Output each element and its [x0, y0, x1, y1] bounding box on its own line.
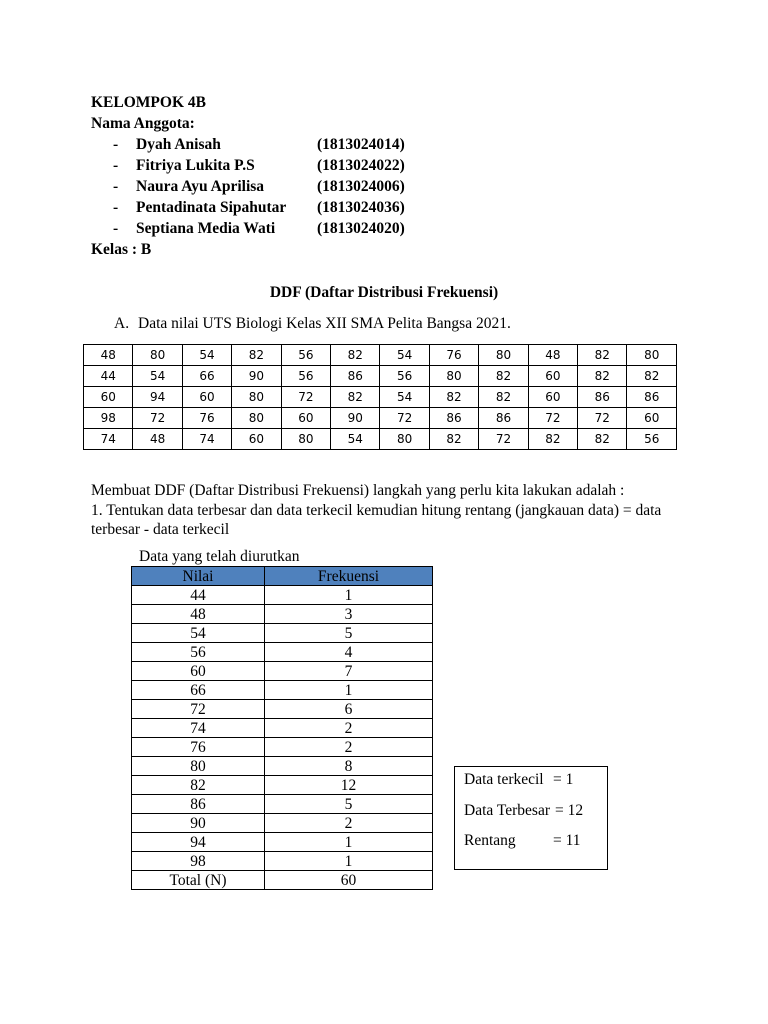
- frekuensi-cell: 1: [265, 852, 433, 871]
- member-name: Dyah Anisah: [136, 136, 221, 153]
- frekuensi-cell: 2: [265, 814, 433, 833]
- raw-data-cell: 82: [331, 387, 380, 408]
- header-frekuensi: Frekuensi: [265, 567, 433, 586]
- raw-data-cell: 60: [281, 408, 330, 429]
- member-row: [91, 197, 405, 218]
- summary-max: [464, 802, 584, 820]
- summary-min: [464, 771, 574, 789]
- intro-text: [91, 481, 671, 540]
- raw-data-cell: 74: [182, 429, 231, 450]
- raw-data-cell: 66: [182, 366, 231, 387]
- summary-box: [454, 766, 608, 870]
- group-info: [91, 92, 405, 260]
- frequency-row: [132, 700, 433, 719]
- member-name: Septiana Media Wati: [136, 220, 276, 237]
- summary-range-label: Rentang: [464, 832, 516, 849]
- raw-data-cell: 54: [331, 429, 380, 450]
- frequency-row: [132, 586, 433, 605]
- nilai-cell: 98: [132, 852, 265, 871]
- nilai-cell: 66: [132, 681, 265, 700]
- frequency-row: [132, 643, 433, 662]
- frekuensi-cell: 1: [265, 681, 433, 700]
- raw-data-cell: 56: [281, 345, 330, 366]
- frekuensi-cell: 12: [265, 776, 433, 795]
- raw-data-cell: 54: [133, 366, 182, 387]
- frequency-row: [132, 776, 433, 795]
- raw-data-cell: 54: [182, 345, 231, 366]
- raw-data-cell: 80: [380, 429, 429, 450]
- raw-data-cell: 80: [479, 345, 528, 366]
- raw-data-cell: 60: [84, 387, 133, 408]
- frequency-header-row: [132, 567, 433, 586]
- frequency-row: [132, 757, 433, 776]
- raw-data-cell: 74: [84, 429, 133, 450]
- members-label: Nama Anggota:: [91, 115, 195, 132]
- frekuensi-cell: 1: [265, 833, 433, 852]
- document-title: DDF (Daftar Distribusi Frekuensi): [269, 284, 499, 301]
- raw-data-cell: 80: [429, 366, 478, 387]
- raw-data-row: [84, 408, 677, 429]
- raw-data-row: [84, 366, 677, 387]
- raw-data-cell: 82: [479, 387, 528, 408]
- member-name: Pentadinata Sipahutar: [136, 199, 287, 216]
- raw-data-cell: 56: [281, 366, 330, 387]
- raw-data-cell: 86: [429, 408, 478, 429]
- class-label: Kelas : B: [91, 241, 152, 258]
- raw-data-cell: 44: [84, 366, 133, 387]
- nilai-cell: 48: [132, 605, 265, 624]
- summary-max-label: Data Terbesar: [464, 802, 550, 819]
- summary-range-value: = 11: [553, 832, 581, 849]
- raw-data-cell: 86: [331, 366, 380, 387]
- member-bullet: -: [113, 178, 119, 195]
- raw-data-cell: 82: [578, 429, 627, 450]
- raw-data-cell: 86: [627, 387, 677, 408]
- member-name: Fitriya Lukita P.S: [136, 157, 255, 174]
- raw-data-cell: 60: [528, 387, 577, 408]
- frekuensi-cell: 4: [265, 643, 433, 662]
- raw-data-cell: 60: [627, 408, 677, 429]
- raw-data-cell: 86: [479, 408, 528, 429]
- member-row: [91, 134, 405, 155]
- nilai-cell: 54: [132, 624, 265, 643]
- intro-line-1: Membuat DDF (Daftar Distribusi Frekuensi) langkah yang perlu kita lakukan adalah :: [91, 482, 625, 499]
- raw-data-table: [83, 344, 677, 450]
- raw-data-cell: 56: [627, 429, 677, 450]
- raw-data-cell: 72: [578, 408, 627, 429]
- nilai-cell: 90: [132, 814, 265, 833]
- member-id: (1813024014): [317, 136, 405, 153]
- raw-data-cell: 56: [380, 366, 429, 387]
- nilai-cell: 80: [132, 757, 265, 776]
- raw-data-cell: 90: [331, 408, 380, 429]
- raw-data-cell: 80: [232, 387, 281, 408]
- raw-data-cell: 82: [627, 366, 677, 387]
- raw-data-cell: 72: [479, 429, 528, 450]
- raw-data-cell: 82: [429, 387, 478, 408]
- frequency-row: [132, 624, 433, 643]
- raw-data-cell: 86: [578, 387, 627, 408]
- frequency-row: [132, 605, 433, 624]
- raw-data-cell: 98: [84, 408, 133, 429]
- raw-data-cell: 54: [380, 345, 429, 366]
- frekuensi-cell: 2: [265, 719, 433, 738]
- raw-data-cell: 94: [133, 387, 182, 408]
- frekuensi-cell: 2: [265, 738, 433, 757]
- raw-data-cell: 72: [133, 408, 182, 429]
- frequency-table: [131, 566, 433, 890]
- member-bullet: -: [113, 157, 119, 174]
- raw-data-cell: 60: [182, 387, 231, 408]
- section-a-letter: A.: [114, 315, 130, 332]
- raw-data-cell: 80: [627, 345, 677, 366]
- frequency-row: [132, 719, 433, 738]
- summary-min-label: Data terkecil: [464, 771, 544, 788]
- frekuensi-cell: 1: [265, 586, 433, 605]
- header-nilai: Nilai: [132, 567, 265, 586]
- raw-data-cell: 82: [479, 366, 528, 387]
- frequency-row: [132, 795, 433, 814]
- raw-data-cell: 72: [281, 387, 330, 408]
- member-id: (1813024022): [317, 157, 405, 174]
- nilai-cell: 60: [132, 662, 265, 681]
- raw-data-cell: 82: [232, 345, 281, 366]
- sorted-data-caption: Data yang telah diurutkan: [139, 548, 300, 565]
- raw-data-cell: 48: [133, 429, 182, 450]
- total-label: Total (N): [132, 871, 265, 890]
- frekuensi-cell: 7: [265, 662, 433, 681]
- nilai-cell: 86: [132, 795, 265, 814]
- raw-data-cell: 48: [84, 345, 133, 366]
- raw-data-cell: 60: [232, 429, 281, 450]
- raw-data-cell: 82: [578, 345, 627, 366]
- raw-data-cell: 82: [429, 429, 478, 450]
- member-id: (1813024006): [317, 178, 405, 195]
- member-row: [91, 155, 405, 176]
- raw-data-row: [84, 429, 677, 450]
- raw-data-cell: 80: [232, 408, 281, 429]
- nilai-cell: 76: [132, 738, 265, 757]
- frekuensi-cell: 5: [265, 624, 433, 643]
- raw-data-row: [84, 387, 677, 408]
- frekuensi-cell: 5: [265, 795, 433, 814]
- intro-line-2: 1. Tentukan data terbesar dan data terkecil kemudian hitung rentang (jangkauan data) = data terbesar - data terkecil: [91, 501, 662, 538]
- raw-data-cell: 72: [528, 408, 577, 429]
- raw-data-cell: 72: [380, 408, 429, 429]
- frequency-row: [132, 662, 433, 681]
- summary-max-value: = 12: [555, 802, 584, 819]
- raw-data-cell: 48: [528, 345, 577, 366]
- raw-data-cell: 60: [528, 366, 577, 387]
- raw-data-cell: 80: [133, 345, 182, 366]
- member-name: Naura Ayu Aprilisa: [136, 178, 265, 195]
- raw-data-cell: 82: [528, 429, 577, 450]
- nilai-cell: 44: [132, 586, 265, 605]
- raw-data-cell: 82: [578, 366, 627, 387]
- raw-data-cell: 76: [182, 408, 231, 429]
- member-row: [91, 218, 405, 239]
- frekuensi-cell: 3: [265, 605, 433, 624]
- member-bullet: -: [113, 199, 119, 216]
- total-row: [132, 871, 433, 890]
- member-id: (1813024036): [317, 199, 405, 216]
- frequency-row: [132, 833, 433, 852]
- raw-data-cell: 54: [380, 387, 429, 408]
- nilai-cell: 56: [132, 643, 265, 662]
- member-id: (1813024020): [317, 220, 405, 237]
- section-a-heading: [114, 315, 511, 333]
- raw-data-cell: 76: [429, 345, 478, 366]
- group-name: KELOMPOK 4B: [91, 94, 206, 111]
- raw-data-row: [84, 345, 677, 366]
- summary-min-value: = 1: [553, 771, 574, 788]
- member-bullet: -: [113, 220, 119, 237]
- frequency-row: [132, 681, 433, 700]
- total-value: 60: [265, 871, 433, 890]
- frekuensi-cell: 6: [265, 700, 433, 719]
- nilai-cell: 74: [132, 719, 265, 738]
- members-list: [91, 134, 405, 239]
- member-row: [91, 176, 405, 197]
- member-bullet: -: [113, 136, 119, 153]
- frequency-row: [132, 738, 433, 757]
- section-a-text: Data nilai UTS Biologi Kelas XII SMA Pelita Bangsa 2021.: [138, 315, 511, 332]
- nilai-cell: 82: [132, 776, 265, 795]
- frequency-row: [132, 852, 433, 871]
- nilai-cell: 94: [132, 833, 265, 852]
- raw-data-cell: 82: [331, 345, 380, 366]
- raw-data-cell: 80: [281, 429, 330, 450]
- summary-range: [464, 832, 581, 850]
- nilai-cell: 72: [132, 700, 265, 719]
- raw-data-cell: 90: [232, 366, 281, 387]
- frekuensi-cell: 8: [265, 757, 433, 776]
- frequency-row: [132, 814, 433, 833]
